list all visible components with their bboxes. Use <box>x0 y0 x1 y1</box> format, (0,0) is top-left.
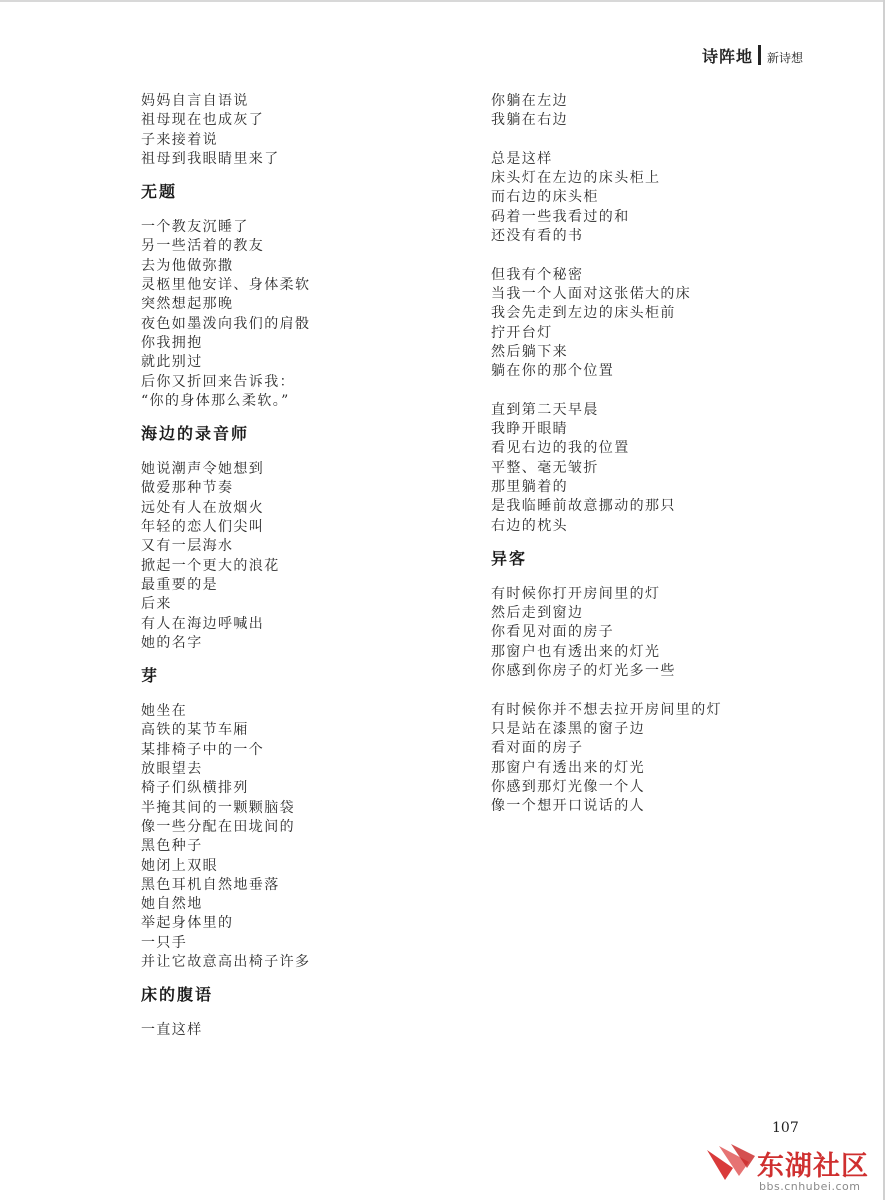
poem-line: 然后躺下来 <box>491 343 568 360</box>
poem-line: 有人在海边呼喊出 <box>141 615 265 632</box>
poem-line: 一直这样 <box>141 1022 203 1039</box>
poem-line: 那窗户也有透出来的灯光 <box>491 643 661 660</box>
poem-line: 夜色如墨泼向我们的肩骰 <box>141 315 311 332</box>
poem-line: 年轻的恋人们尖叫 <box>141 519 265 536</box>
poem-line: 并让它故意高出椅子许多 <box>141 953 311 970</box>
poem-line: 总是这样 <box>491 150 553 167</box>
poem-line: 高铁的某节车厢 <box>141 722 249 739</box>
poem-line: 看见右边的我的位置 <box>491 440 630 457</box>
poem-line: “你的身体那么柔软。” <box>141 392 290 409</box>
poem-line: 你感到那灯光像一个人 <box>491 778 645 795</box>
poem-line: 一个教友沉睡了 <box>141 219 249 236</box>
watermark <box>705 1140 885 1200</box>
poem-line: 还没有看的书 <box>491 228 584 245</box>
poem-line: 举起身体里的 <box>141 915 234 932</box>
poem-line: 像一个想开口说话的人 <box>491 798 645 815</box>
poem-line: 但我有个秘密 <box>491 266 584 283</box>
poem-line: 右边的枕头 <box>491 517 568 534</box>
poem-line: 你看见对面的房子 <box>491 624 615 641</box>
poem-line: 然后走到窗边 <box>491 605 584 622</box>
poem-title: 芽 <box>141 666 160 686</box>
poem-line: 我睁开眼睛 <box>491 421 568 438</box>
header-section: 诗阵地 <box>702 47 754 66</box>
poem-line: 又有一层海水 <box>141 538 234 555</box>
poem-line: 直到第二天早晨 <box>491 401 599 418</box>
poem-line: 祖母现在也成灰了 <box>141 112 265 129</box>
poem-line: 平整、毫无皱折 <box>491 459 599 476</box>
poem-line: 椅子们纵横排列 <box>141 780 249 797</box>
poem-line: 后来 <box>141 596 172 613</box>
poem-line: 你感到你房子的灯光多一些 <box>491 663 676 680</box>
poem-line: 就此别过 <box>141 354 203 371</box>
poem-line: 一只手 <box>141 934 188 951</box>
poem-line: 只是站在漆黑的窗子边 <box>491 720 645 737</box>
watermark-url: bbs.cnhubei.com <box>759 1180 861 1193</box>
header-divider <box>758 45 761 65</box>
poem-line: 放眼望去 <box>141 761 203 778</box>
poem-line: 掀起一个更大的浪花 <box>141 557 280 574</box>
poem-line: 去为他做弥撒 <box>141 257 234 274</box>
poem-line: 那窗户有透出来的灯光 <box>491 759 645 776</box>
right-text-column <box>491 92 821 816</box>
poem-line: 拧开台灯 <box>491 324 553 341</box>
poem-line: 躺在你的那个位置 <box>491 363 615 380</box>
watermark-logo-icon <box>705 1142 757 1186</box>
poem-line: 最重要的是 <box>141 576 218 593</box>
poem-line: 做爱那种节奏 <box>141 480 234 497</box>
poem-line: 床头灯在左边的床头柜上 <box>491 170 661 187</box>
poem-title: 无题 <box>141 182 178 202</box>
poem-line: 黑色耳机自然地垂落 <box>141 876 280 893</box>
poem-line: 是我临睡前故意挪动的那只 <box>491 498 676 515</box>
poem-line: 像一些分配在田垅间的 <box>141 818 295 835</box>
stanza-break <box>491 131 821 150</box>
poem-line: 后你又折回来告诉我： <box>141 373 295 390</box>
running-header <box>702 44 803 67</box>
poem-title: 海边的录音师 <box>141 424 250 444</box>
poem-line: 妈妈自言自语说 <box>141 93 249 109</box>
poem-line: 有时候你打开房间里的灯 <box>491 585 661 602</box>
poem-line: 她闭上双眼 <box>141 857 218 874</box>
poem-line: 她说潮声令她想到 <box>141 461 265 478</box>
header-subsection: 新诗想 <box>767 51 804 65</box>
poem-line: 你我拥抱 <box>141 334 203 351</box>
stanza-break <box>491 681 821 700</box>
poem-line: 你躺在左边 <box>491 93 568 109</box>
poem-line: 看对面的房子 <box>491 740 584 757</box>
poem-line: 有时候你并不想去拉开房间里的灯 <box>491 701 722 718</box>
page-number: 107 <box>772 1120 799 1136</box>
poem-line: 她的名字 <box>141 634 203 651</box>
poem-line: 半掩其间的一颗颗脑袋 <box>141 799 295 816</box>
poem-line: 突然想起那晚 <box>141 296 234 313</box>
poem-line: 当我一个人面对这张偌大的床 <box>491 285 692 302</box>
watermark-name: 东湖社区 <box>757 1151 869 1182</box>
left-text-column <box>141 92 471 1041</box>
poem-line: 某排椅子中的一个 <box>141 741 265 758</box>
poem-title: 异客 <box>491 548 528 568</box>
poem-line: 另一些活着的教友 <box>141 238 265 255</box>
poem-line: 灵柩里他安详、身体柔软 <box>141 277 311 294</box>
poem-line: 她坐在 <box>141 703 188 720</box>
poem-line: 我躺在右边 <box>491 112 568 129</box>
page-top-border <box>0 0 885 2</box>
poem-line: 远处有人在放烟火 <box>141 499 265 516</box>
poem-title: 床的腹语 <box>141 985 214 1005</box>
stanza-break <box>491 246 821 265</box>
poem-line: 子来接着说 <box>141 131 218 148</box>
poem-line: 祖母到我眼睛里来了 <box>141 150 280 167</box>
poem-line: 而右边的床头柜 <box>491 189 599 206</box>
poem-line: 她自然地 <box>141 896 203 913</box>
poem-line: 码着一些我看过的和 <box>491 208 630 225</box>
poem-line: 我会先走到左边的床头柜前 <box>491 305 676 322</box>
stanza-break <box>491 381 821 400</box>
poem-line: 那里躺着的 <box>491 478 568 495</box>
poem-line: 黑色种子 <box>141 838 203 855</box>
